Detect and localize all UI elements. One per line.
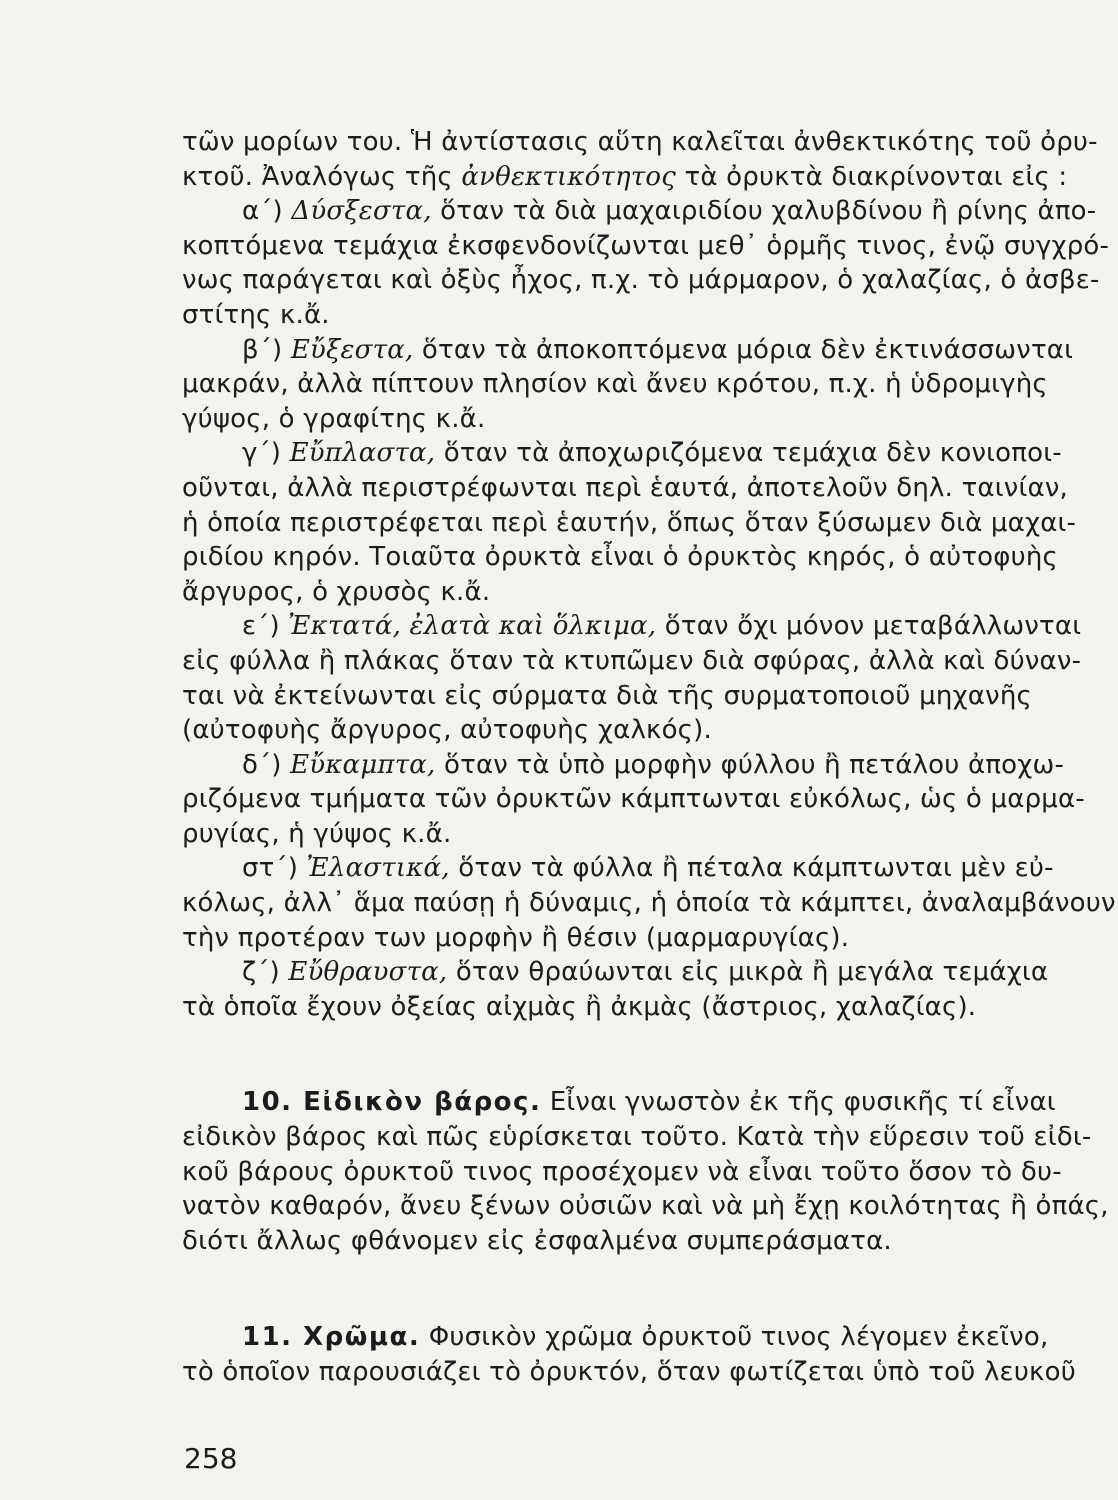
text-line: κόλως, ἀλλ᾽ ἅμα παύσῃ ἡ δύναμις, ἡ ὁποία τὰ κάμπτει, ἀναλαμβάνουν: [182, 888, 1116, 919]
list-item-st: στ΄) Ἐλαστικά, ὅταν τὰ φύλλα ἢ πέταλα κάμπτωνται μὲν εὐ-: [242, 853, 1054, 884]
section-11-first-line: 11. Χρῶμα. Φυσικὸν χρῶμα ὀρυκτοῦ τινος λέγομεν ἐκεῖνο,: [242, 1322, 1049, 1353]
text-line: οῦνται, ἀλλὰ περιστρέφωνται περὶ ἑαυτά, ἀποτελοῦν δηλ. ταινίαν,: [182, 472, 1069, 503]
text-line: ρυγίας, ἡ γύψος κ.ἄ.: [182, 818, 452, 849]
text-line: τῶν μορίων του. Ἡ ἀντίστασις αὕτη καλεῖται ἀνθεκτικότης τοῦ ὀρυ-: [182, 127, 1098, 157]
text-line: κοπτόμενα τεμάχια ἐκσφενδονίζωνται μεθ᾽ ὁρμῆς τινος, ἐνῷ συγχρό-: [182, 230, 1110, 261]
text-line: τὴν προτέραν των μορφὴν ἢ θέσιν (μαρμαρυγίας).: [182, 922, 850, 953]
text-line: ἡ ὁποία περιστρέφεται περὶ ἑαυτήν, ὅπως ὅταν ξύσωμεν διὰ μαχαι-: [182, 507, 1077, 538]
body-text: [182, 125, 1116, 1390]
text-line: ριζόμενα τμήματα τῶν ὀρυκτῶν κάμπτωνται εὐκόλως, ὡς ὁ μαρμα-: [182, 784, 1085, 815]
italic-term: Εὔθραυστα,: [288, 957, 448, 988]
section-heading: 11. Χρῶμα.: [242, 1322, 421, 1353]
text-line: ριδίου κηρόν. Τοιαῦτα ὀρυκτὰ εἶναι ὁ ὀρυκτὸς κηρός, ὁ αὐτοφυὴς: [182, 542, 1059, 573]
text-line: νατὸν καθαρόν, ἄνευ ξένων οὐσιῶν καὶ νὰ μὴ ἔχῃ κοιλότητας ἢ ὀπάς,: [182, 1191, 1109, 1222]
text-line: ται νὰ ἐκτείνωνται εἰς σύρματα διὰ τῆς συρματοποιοῦ μηχανῆς: [182, 680, 1032, 711]
italic-term: Δύσξεστα,: [291, 196, 432, 227]
italic-term: ἀνθεκτικότητος: [461, 161, 677, 192]
text-line: ἄργυρος, ὁ χρυσὸς κ.ἄ.: [182, 576, 491, 607]
text-line: στίτης κ.ἄ.: [182, 299, 330, 330]
list-item-e: ε΄) Ἐκτατά, ἐλατὰ καὶ ὅλκιμα, ὅταν ὄχι μόνον μεταβάλλωνται: [242, 611, 1082, 642]
text-line: τὰ ὁποῖα ἔχουν ὀξείας αἰχμὰς ἢ ἀκμὰς (ἄστριος, χαλαζίας).: [182, 991, 977, 1022]
italic-term: Ἐκτατά, ἐλατὰ καὶ ὅλκιμα,: [288, 611, 657, 642]
italic-term: Εὔπλαστα,: [289, 438, 436, 469]
text-line: διότι ἄλλως φθάνομεν εἰς ἐσφαλμένα συμπεράσματα.: [182, 1225, 892, 1256]
page-number: 258: [184, 1442, 238, 1475]
italic-term: Εὔκαμπτα,: [290, 749, 436, 780]
text-line: (αὐτοφυὴς ἄργυρος, αὐτοφυὴς χαλκός).: [182, 715, 712, 746]
text-line: εἰς φύλλα ἢ πλάκας ὅταν τὰ κτυπῶμεν διὰ σφύρας, ἀλλὰ καὶ δύναν-: [182, 645, 1082, 676]
text-line: εἰδικὸν βάρος καὶ πῶς εὑρίσκεται τοῦτο. Κατὰ τὴν εὕρεσιν τοῦ εἰδι-: [182, 1122, 1092, 1153]
section-10-first-line: 10. Εἰδικὸν βάρος. Εἶναι γνωστὸν ἐκ τῆς φυσικῆς τί εἶναι: [242, 1087, 1056, 1118]
list-item-a: α΄) Δύσξεστα, ὅταν τὰ διὰ μαχαιριδίου χαλυβδίνου ἢ ρίνης ἀπο-: [242, 196, 1097, 227]
list-item-b: β΄) Εὔξεστα, ὅταν τὰ ἀποκοπτόμενα μόρια δὲν ἐκτινάσσωνται: [242, 334, 1074, 365]
italic-term: Εὔξεστα,: [290, 334, 414, 365]
section-heading: 10. Εἰδικὸν βάρος.: [242, 1087, 542, 1118]
text-line: κοῦ βάρους ὀρυκτοῦ τινος προσέχομεν νὰ εἶναι τοῦτο ὅσον τὸ δυ-: [182, 1156, 1062, 1187]
text-line: κτοῦ. Ἀναλόγως τῆς ἀνθεκτικότητος τὰ ὀρυκτὰ διακρίνονται εἰς :: [182, 161, 1068, 192]
list-item-c: γ΄) Εὔπλαστα, ὅταν τὰ ἀποχωριζόμενα τεμάχια δὲν κονιοποι-: [242, 438, 1062, 469]
italic-term: Ἐλαστικά,: [306, 853, 450, 884]
text-line: τὸ ὁποῖον παρουσιάζει τὸ ὀρυκτόν, ὅταν φωτίζεται ὑπὸ τοῦ λευκοῦ: [182, 1357, 1076, 1387]
list-item-z: ζ΄) Εὔθραυστα, ὅταν θραύωνται εἰς μικρὰ ἢ μεγάλα τεμάχια: [242, 957, 1049, 988]
text-line: μακράν, ἀλλὰ πίπτουν πλησίον καὶ ἄνευ κρότου, π.χ. ἡ ὑδρομιγὴς: [182, 369, 1048, 400]
list-item-d: δ΄) Εὔκαμπτα, ὅταν τὰ ὑπὸ μορφὴν φύλλου ἢ πετάλου ἀποχω-: [242, 749, 1065, 780]
text-line: νως παράγεται καὶ ὀξὺς ἦχος, π.χ. τὸ μάρμαρον, ὁ χαλαζίας, ὁ ἀσβε-: [182, 265, 1100, 296]
text-line: γύψος, ὁ γραφίτης κ.ἄ.: [182, 403, 486, 434]
